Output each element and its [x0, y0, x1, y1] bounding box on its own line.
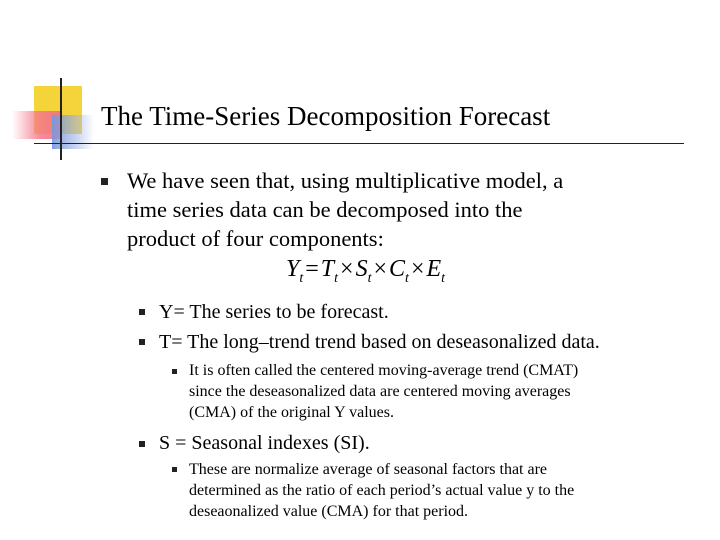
bullet-icon [101, 178, 108, 185]
y-definition: Y= The series to be forecast. [159, 301, 389, 323]
t-note-line: It is often called the centered moving-average trend (CMAT) [189, 362, 579, 379]
s-note-line: determined as the ratio of each period’s actual value y to the [189, 482, 575, 499]
bullet-text-line: product of four components: [127, 226, 384, 251]
t-definition: T= The long–trend trend based on deseasonalized data. [159, 331, 600, 353]
title-underline [34, 143, 684, 144]
s-note-line: deseaonalized value (CMA) for that period. [189, 503, 469, 520]
slide-title: The Time-Series Decomposition Forecast [101, 101, 551, 131]
bullet-icon [139, 339, 145, 345]
bullet-text-line: We have seen that, using multiplicative model, a [127, 168, 564, 193]
bullet-text-line: time series data can be decomposed into the [127, 197, 523, 222]
decor-vertical-line [60, 78, 62, 160]
s-note-line: These are normalize average of seasonal factors that are [189, 461, 548, 478]
bullet-icon [139, 309, 145, 315]
bullet-icon [172, 369, 177, 374]
decomposition-formula: $Y_t=T_t\times S_t\times C_t\times E_t$ [286, 256, 446, 286]
bullet-icon [172, 467, 177, 472]
t-note-line: since the deseasonalized data are centered moving averages [189, 383, 571, 400]
s-definition: S = Seasonal indexes (SI). [159, 432, 370, 454]
bullet-icon [139, 441, 145, 447]
t-note-line: (CMA) of the original Y values. [189, 404, 394, 421]
